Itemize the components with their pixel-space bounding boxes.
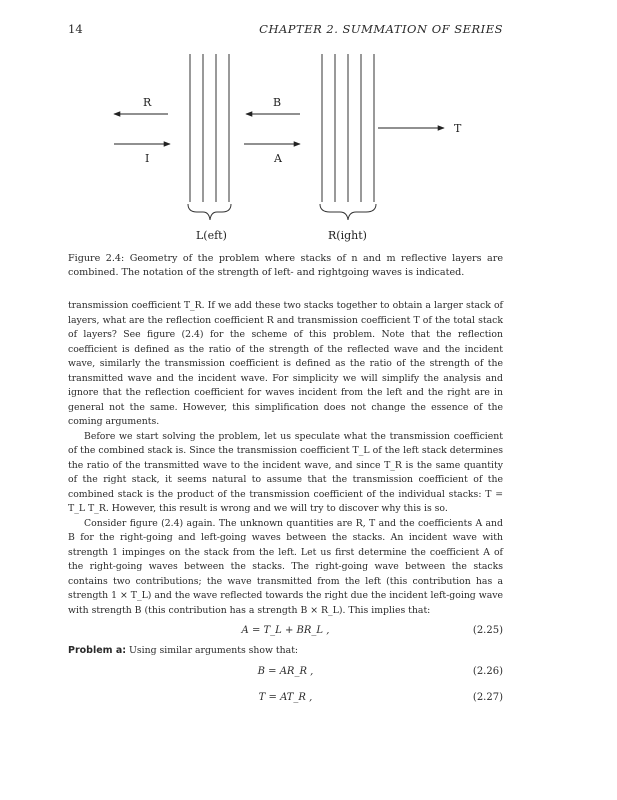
- paragraph-3: Consider figure (2.4) again. The unknown quantities are R, T and the coefficients A and B for the right-going and left-going waves between the stacks. An incident wave with strength 1 impinges on the stack from the left. Let us first determine the coefficient A of the right-going waves between the stacks. The right-going wave between the stacks contains two contributions; the wave transmitted from the left (this contribution has a strength 1 × T_L) and the wave reflected towards the right due the incident left-going wave with strength B (this contribution has a strength B × R_L). This implies that:: [68, 517, 503, 616]
- right-brace: [320, 204, 376, 220]
- label-R: R: [143, 96, 152, 109]
- equation-number: (2.27): [472, 691, 503, 703]
- equation-row: [68, 618, 503, 644]
- problem-text: Using similar arguments show that:: [126, 645, 299, 656]
- caption-label: Figure 2.4:: [68, 253, 125, 264]
- caption-text: Geometry of the problem where stacks of n and m reflective layers are combined. The notation of the strength of left- and rightgoing waves is indicated.: [68, 253, 503, 278]
- equation-row: [68, 659, 503, 685]
- left-brace: [188, 204, 231, 220]
- label-right-stack: R(ight): [328, 229, 367, 242]
- label-I: I: [145, 152, 150, 165]
- equation: B = AR_R ,: [257, 665, 314, 677]
- body-text: [68, 299, 503, 711]
- paragraph-2: Before we start solving the problem, let us speculate what the transmission coefficient of the combined stack is. Since the transmission coefficient T_L of the left stack determines the ratio of the transmitted wave to the incident wave, and since T_R is the same quantity of the right stack, it seems natural to assume that the transmission coefficient of the combined stack is the product of the transmission coefficient of the individual stacks: T = T_L T_R. However, this result is wrong and we will try to discover why this is so.: [68, 430, 503, 514]
- label-T: T: [454, 122, 462, 135]
- problem-a: [68, 644, 503, 659]
- left-stack-layers: [190, 54, 229, 202]
- figure-caption: [68, 252, 503, 280]
- page-header: [68, 22, 503, 36]
- equation-number: (2.25): [472, 625, 503, 636]
- label-A: A: [274, 152, 282, 165]
- paragraph-1: transmission coefficient T_R. If we add these two stacks together to obtain a larger stack of layers, what are the reflection coefficient R and transmission coefficient T of the total stack of layers? See figure (2.4) for the scheme of this problem. Note that the reflection coefficient is defined as the ratio of the strength of the reflected wave and the incident wave, similarly the transmission coefficient is defined as the ratio of the strength of the transmitted wave and the incident wave. For simplicity we will simplify the analysis and ignore that the reflection coefficient for waves incident from the left and the right are in general not the same. However, this simplification does not change the essence of the coming arguments.: [68, 300, 503, 427]
- label-B: B: [273, 96, 282, 109]
- equation-row: [68, 685, 503, 711]
- equation: A = T_L + BR_L ,: [241, 625, 330, 636]
- label-left-stack: L(eft): [196, 229, 227, 242]
- page-number: 14: [68, 22, 83, 36]
- equation-number: (2.26): [472, 665, 503, 677]
- chapter-title: CHAPTER 2. SUMMATION OF SERIES: [259, 22, 503, 36]
- problem-label: Problem a:: [68, 645, 127, 656]
- equation: T = AT_R ,: [258, 691, 313, 703]
- right-stack-layers: [322, 54, 374, 202]
- stack-geometry-figure: [100, 50, 480, 246]
